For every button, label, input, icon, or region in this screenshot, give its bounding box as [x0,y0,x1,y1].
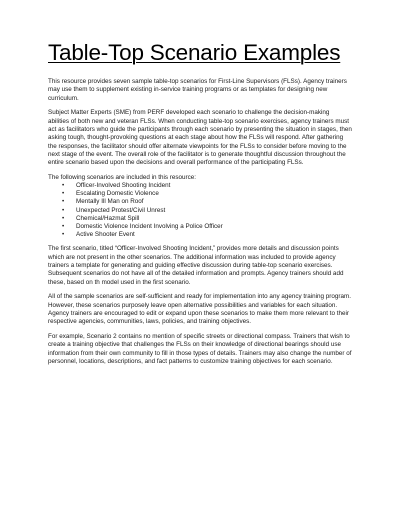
scenario-label: Officer-Involved Shooting Incident [76,182,171,190]
list-item [62,182,352,190]
intro-paragraph: This resource provides seven sample table-top scenarios for First-Line Supervisors (FLSs). Agency trainers may use them to supplement existing in-service training programs or as templates for designing new curriculum. [48,78,347,102]
bullet-icon: • [62,206,65,214]
first-scenario-paragraph: The first scenario, titled “Officer-Involved Shooting Incident,” provides more details and discussion points which are not present in the other scenarios. The additional information was included to provide agency trainers a template for generating and guiding effective discussion during table-top scenario exercises. Subsequent scenarios do not have all of the detailed information and prompts. Agency trainers should add these, based on th model used in the first scenario. [48,245,344,286]
sme-paragraph: Subject Matter Experts (SME) from PERF developed each scenario to challenge the decision-making abilities of both new and veteran FLSs. When conducting table-top scenario exercises, agency trainers must act as facilitators who guide the participants through each scenario by presenting the situation in stages, then asking tough, thought-provoking questions at each stage about how the FLSs will respond. After gathering the responses, the facilitator should offer alternate viewpoints for the FLSs to consider before moving to the next stage of the event. The overall role of the facilitator is to generate thoughtful discussion throughout the entire scenario based upon the decisions and overall performance of the participating FLSs. [48,109,352,167]
bullet-icon: • [62,198,65,206]
list-item [62,222,352,231]
scenario-label: Mentally Ill Man on Roof [76,198,144,206]
self-sufficient-paragraph: All of the sample scenarios are self-sufficient and ready for implementation into any agency training program. However, these scenarios purposely leave open alternative possibilities and variables for each situation. Agency trainers are encouraged to edit or expand upon these scenarios to make them more relevant to their respective agencies, communities, laws, policies, and training objectives. [48,293,351,326]
bullet-icon: • [62,230,65,238]
bullet-icon: • [62,214,65,222]
list-item [62,198,352,206]
page-title: Table-Top Scenario Examples [48,40,341,65]
list-item [62,230,352,239]
list-item [62,206,352,215]
scenario-list-intro: The following scenarios are included in this resource: [48,173,197,181]
scenario-label: Chemical/Hazmat Spill [76,214,140,222]
bullet-icon: • [62,182,65,190]
example-paragraph: For example, Scenario 2 contains no mention of specific streets or directional compass. Trainers that wish to create a training objective that challenges the FLSs on their knowledge of directional bearings should use information from their own community to fill in those types of details. Trainers may also change the number of personnel, locations, descriptions, and fact patterns to customize training objectives for each scenario. [48,333,352,365]
bullet-icon: • [62,222,65,230]
list-item [62,214,352,223]
scenario-list [48,182,352,239]
scenario-label: Active Shooter Event [76,230,135,238]
bullet-icon: • [62,190,65,198]
scenario-label: Domestic Violence Incident Involving a Police Officer [76,222,223,230]
scenario-label: Unexpected Protest/Civil Unrest [76,206,166,214]
scenario-label: Escalating Domestic Violence [76,190,159,198]
list-item [62,190,352,198]
